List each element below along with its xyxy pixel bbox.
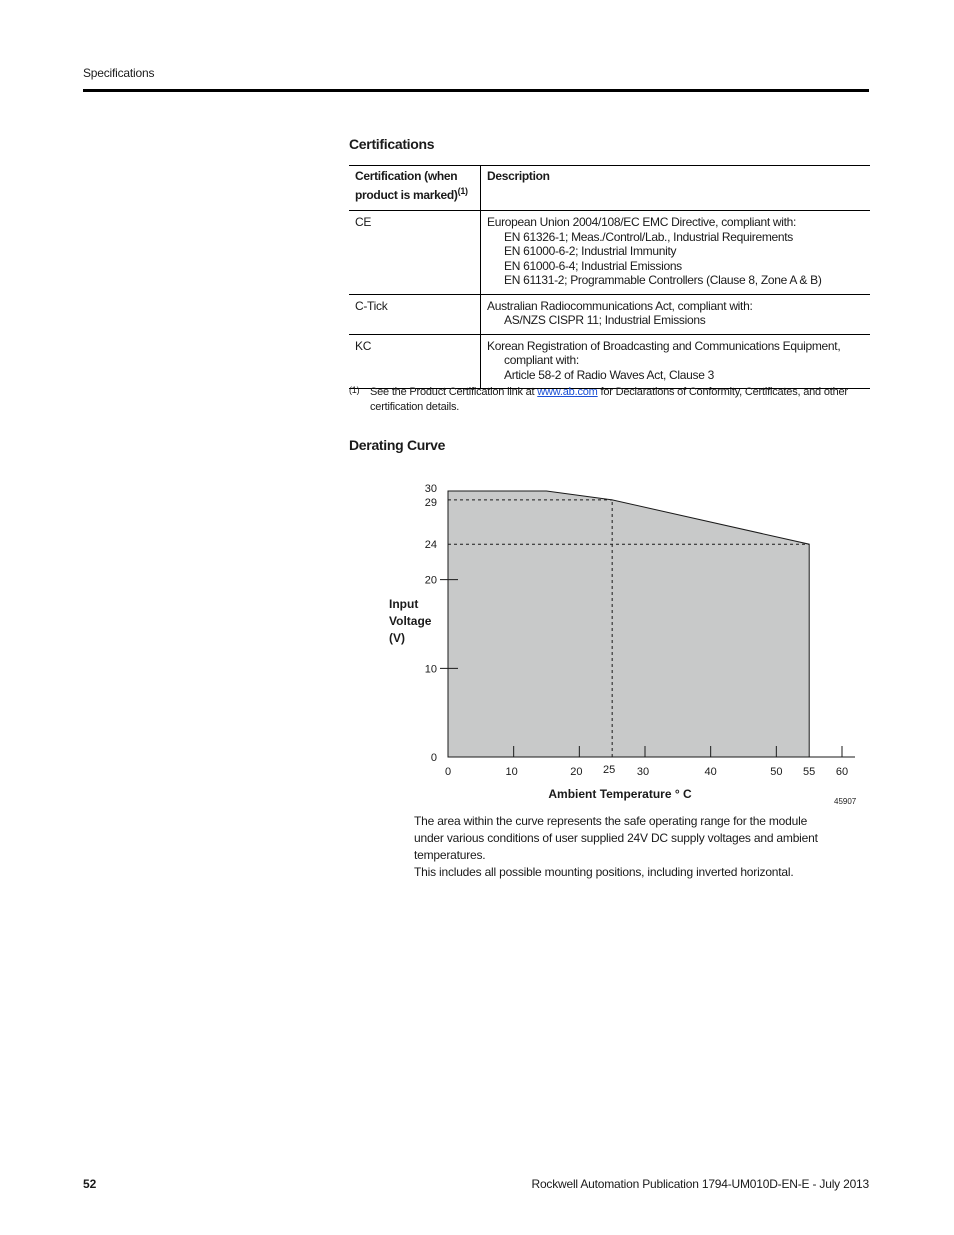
description-intro: Australian Radiocommunications Act, compliant with: [487,298,753,313]
ab-com-link[interactable]: www.ab.com [537,386,598,398]
y-tick-label: 30 [424,483,437,495]
y-tick-label: 24 [424,539,437,552]
cert-name: KC [349,334,481,389]
derating-caption [414,813,834,881]
derating-curve-heading: Derating Curve [349,437,446,453]
x-tick-label: 25 [603,764,616,776]
y-axis-label-line: Input [389,597,419,611]
footnote-text-start: See the Product Certification link at [370,386,538,398]
description-item: EN 61326-1; Meas./Control/Lab., Industrial Requirements [504,229,793,244]
description-item: compliant with: [504,353,579,367]
description-item: Article 58-2 of Radio Waves Act, Clause 3 [504,367,715,382]
caption-paragraph: The area within the curve represents the safe operating range for the module under various conditions of user supplied 24V DC supply voltages and ambient temperatures. [414,814,818,862]
x-tick-label: 10 [505,766,518,778]
safe-operating-area [448,491,809,757]
x-tick-label: 50 [770,766,783,778]
description-intro: Korean Registration of Broadcasting and Communications Equipment, [487,338,841,353]
y-axis-label-line: Voltage [389,614,432,628]
column-header-description: Description [487,169,550,183]
y-tick-label: 29 [424,496,437,509]
certifications-heading: Certifications [349,136,435,152]
description-item: AS/NZS CISPR 11; Industrial Emissions [504,313,706,327]
description-item: EN 61000-6-2; Industrial Immunity [504,244,677,258]
caption-paragraph: This includes all possible mounting positions, including inverted horizontal. [414,865,794,879]
cert-name: C-Tick [349,294,481,334]
x-tick-label: 0 [444,766,452,778]
running-header: Specifications [83,66,155,80]
x-tick-label: 55 [803,766,816,778]
description-intro: European Union 2004/108/EC EMC Directive, compliant with: [487,215,797,229]
x-tick-label: 40 [704,766,717,778]
x-tick-label: 20 [570,766,583,778]
footnote-mark: (1) [349,385,360,395]
x-tick-label: 60 [835,766,849,778]
y-axis-label-line: (V) [389,631,405,645]
cert-name: CE [349,211,481,295]
y-tick-label: 20 [424,574,437,587]
publication-info: Rockwell Automation Publication 1794-UM010D-EN-E - July 2013 [531,1177,869,1191]
description-item: EN 61131-2; Programmable Controllers (Clause 8, Zone A & B) [504,273,822,287]
footnote-text-end: for Declarations of Conformity, Certificates, and other certification details. [370,386,848,413]
footnote-ref: (1) [457,185,468,196]
x-tick-label: 30 [636,766,650,778]
description-item: EN 61000-6-4; Industrial Emissions [504,258,682,273]
column-header-certification-label: Certification (when product is marked) [355,169,458,202]
y-tick-label: 0 [430,752,437,764]
page-number: 52 [83,1177,97,1191]
x-axis-label: Ambient Temperature ° C [548,787,692,801]
y-tick-label: 10 [424,663,437,676]
figure-id: 45907 [834,797,857,806]
